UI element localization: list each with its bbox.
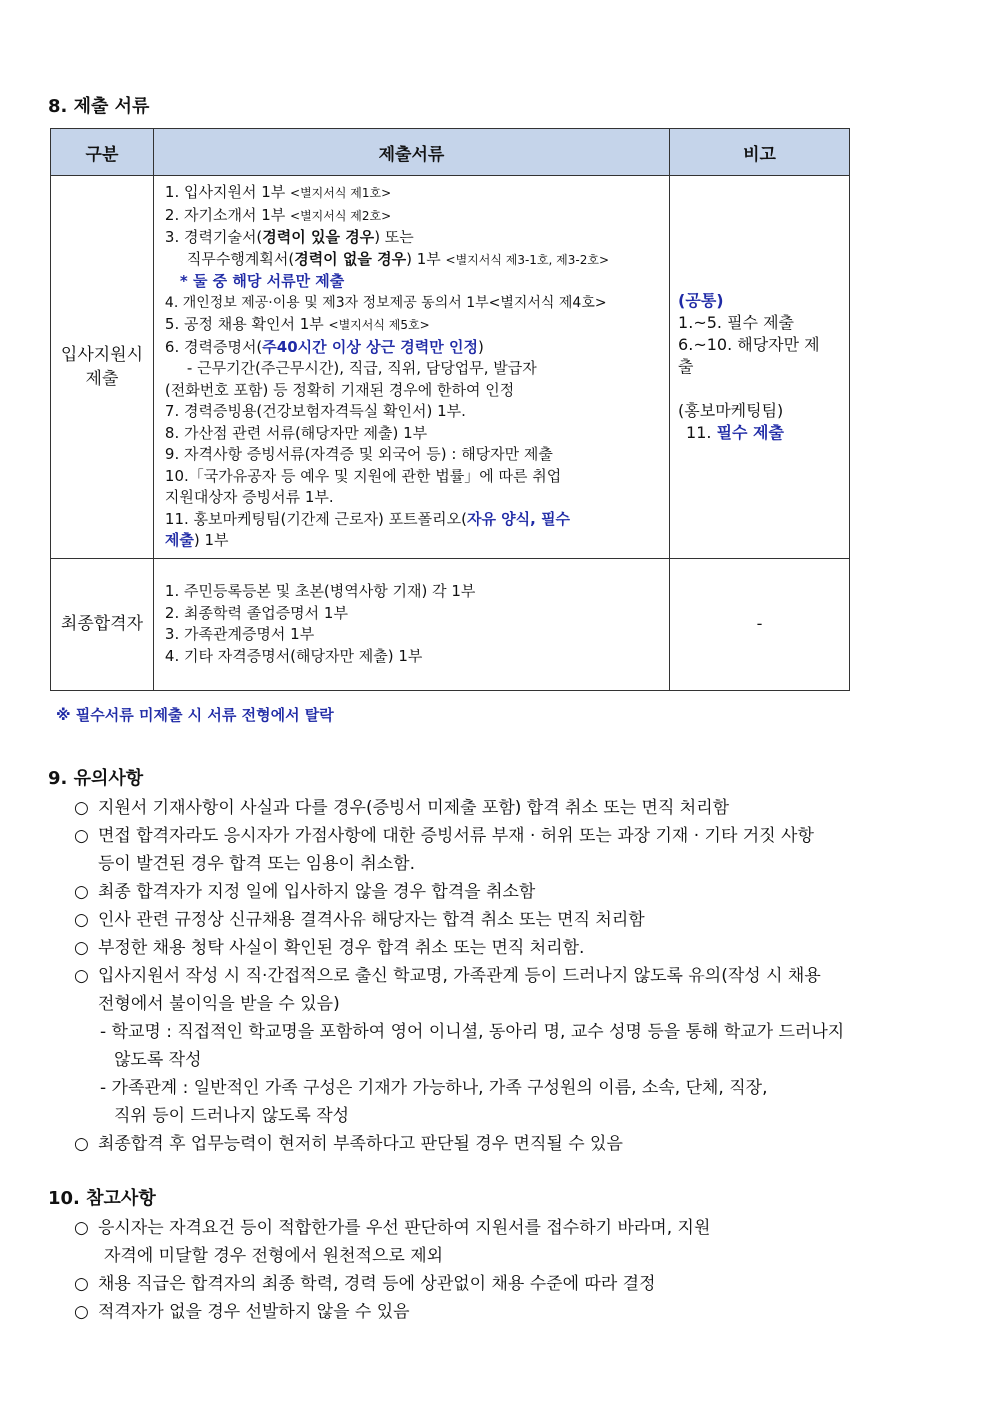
category-cell: 최종합격자 xyxy=(51,558,154,690)
reference-list xyxy=(74,1214,710,1326)
list-item-cont: 전형에서 불이익을 받을 수 있음) xyxy=(98,994,340,1014)
doc-line: 10.「국가유공자 등 예우 및 지원에 관한 법률」에 따른 취업 xyxy=(164,466,562,485)
doc-line: 6. 경력증명서(주40시간 이상 상근 경력만 인정) xyxy=(164,337,484,356)
doc-line: - 근무기간(주근무시간), 직급, 직위, 담당업무, 발급자 xyxy=(186,359,537,377)
header-category: 구분 xyxy=(51,129,154,176)
doc-line: 11. 홍보마케팅팀(기간제 근로자) 포트폴리오(자유 양식, 필수 xyxy=(164,509,571,528)
list-item: ○ 인사 관련 규정상 신규채용 결격사유 해당자는 합격 취소 또는 면직 처리함 xyxy=(74,910,645,930)
sub-item: - 가족관계 : 일반적인 가족 구성은 기재가 가능하나, 가족 구성원의 이름, 소속, 단체, 직장, xyxy=(100,1078,768,1098)
doc-line: (전화번호 포함) 등 정확히 기재된 경우에 한하여 인정 xyxy=(164,380,515,399)
doc-line: 제출) 1부 xyxy=(164,531,229,549)
list-item: ○ 적격자가 없을 경우 선발하지 않을 수 있음 xyxy=(74,1302,410,1322)
list-item-cont: 등이 발견된 경우 합격 또는 임용이 취소함. xyxy=(98,854,416,874)
doc-line: 3. 경력기술서(경력이 있을 경우) 또는 xyxy=(164,228,414,246)
header-documents: 제출서류 xyxy=(153,129,669,176)
sub-item-cont: 않도록 작성 xyxy=(114,1050,202,1070)
doc-line: 지원대상자 증빙서류 1부. xyxy=(164,488,334,506)
documents-cell xyxy=(153,176,669,559)
warning-note: ※ 필수서류 미제출 시 서류 전형에서 탈락 xyxy=(56,706,334,724)
section-8-title: 8. 제출 서류 xyxy=(48,96,150,117)
doc-note: * 둘 중 해당 서류만 제출 xyxy=(179,272,345,290)
section-10-title: 10. 참고사항 xyxy=(48,1188,156,1209)
table-row xyxy=(51,176,850,559)
precautions-list xyxy=(74,794,844,1158)
list-item: ○ 부정한 채용 청탁 사실이 확인된 경우 합격 취소 또는 면직 처리함. xyxy=(74,938,585,958)
list-item: ○ 응시자는 자격요건 등이 적합한가를 우선 판단하여 지원서를 접수하기 바라며, 지원 xyxy=(74,1218,711,1238)
sub-item-cont: 직위 등이 드러나지 않도록 작성 xyxy=(114,1106,350,1126)
list-item: ○ 지원서 기재사항이 사실과 다를 경우(증빙서 미제출 포함) 합격 취소 또는 면직 처리함 xyxy=(74,798,730,818)
section-9-title: 9. 유의사항 xyxy=(48,768,144,789)
doc-line: 9. 자격사항 증빙서류(자격증 및 외국어 등) : 해당자만 제출 xyxy=(164,445,553,463)
doc-line: 8. 가산점 관련 서류(해당자만 제출) 1부 xyxy=(164,423,428,442)
table-header-row xyxy=(51,129,850,176)
list-item: ○ 최종합격 후 업무능력이 현저히 부족하다고 판단될 경우 면직될 수 있음 xyxy=(74,1134,623,1154)
list-item: ○ 면접 합격자라도 응시자가 가점사항에 대한 증빙서류 부재 · 허위 또는 과장 기재 · 기타 거짓 사항 xyxy=(74,826,814,846)
sub-item: - 학교명 : 직접적인 학교명을 포함하여 영어 이니셜, 동아리 명, 교수 성명 등을 통해 학교가 드러나지 xyxy=(100,1022,845,1042)
table-row xyxy=(51,558,850,690)
doc-line: 직무수행계획서(경력이 없을 경우) 1부 <별지서식 제3-1호, 제3-2호> xyxy=(186,249,610,268)
doc-line: 4. 개인정보 제공·이용 및 제3자 정보제공 동의서 1부<별지서식 제4호> xyxy=(164,294,607,311)
list-item-cont: 자격에 미달할 경우 전형에서 원천적으로 제외 xyxy=(104,1246,444,1266)
documents-table xyxy=(50,128,850,691)
documents-cell: 1. 주민등록등본 및 초본(병역사항 기재) 각 1부 2. 최종학력 졸업증명서 1부 3. 가족관계증명서 1부 4. 기타 자격증명서(해당자만 제출) 1부 xyxy=(153,558,669,690)
doc-line: 5. 공정 채용 확인서 1부 <별지서식 제5호> xyxy=(164,315,430,333)
doc-line: 7. 경력증빙용(건강보험자격득실 확인서) 1부. xyxy=(164,402,466,420)
list-item: ○ 채용 직급은 합격자의 최종 학력, 경력 등에 상관없이 채용 수준에 따라 결정 xyxy=(74,1274,656,1294)
header-remarks: 비고 xyxy=(670,129,850,176)
list-item: ○ 최종 합격자가 지정 일에 입사하지 않을 경우 합격을 취소함 xyxy=(74,882,536,902)
doc-line: 2. 자기소개서 1부 <별지서식 제2호> xyxy=(164,205,392,224)
doc-line: 1. 입사지원서 1부 <별지서식 제1호> xyxy=(164,183,392,201)
remarks-cell: - xyxy=(670,558,850,690)
category-cell: 입사지원시 제출 xyxy=(51,176,154,559)
remarks-cell: (공통) 1.~5. 필수 제출 6.~10. 해당자만 제 출 (홍보마케팅팀) 11. 필수 제출 xyxy=(670,176,850,559)
list-item: ○ 입사지원서 작성 시 직·간접적으로 출신 학교명, 가족관계 등이 드러나지 않도록 유의(작성 시 채용 xyxy=(74,966,821,986)
